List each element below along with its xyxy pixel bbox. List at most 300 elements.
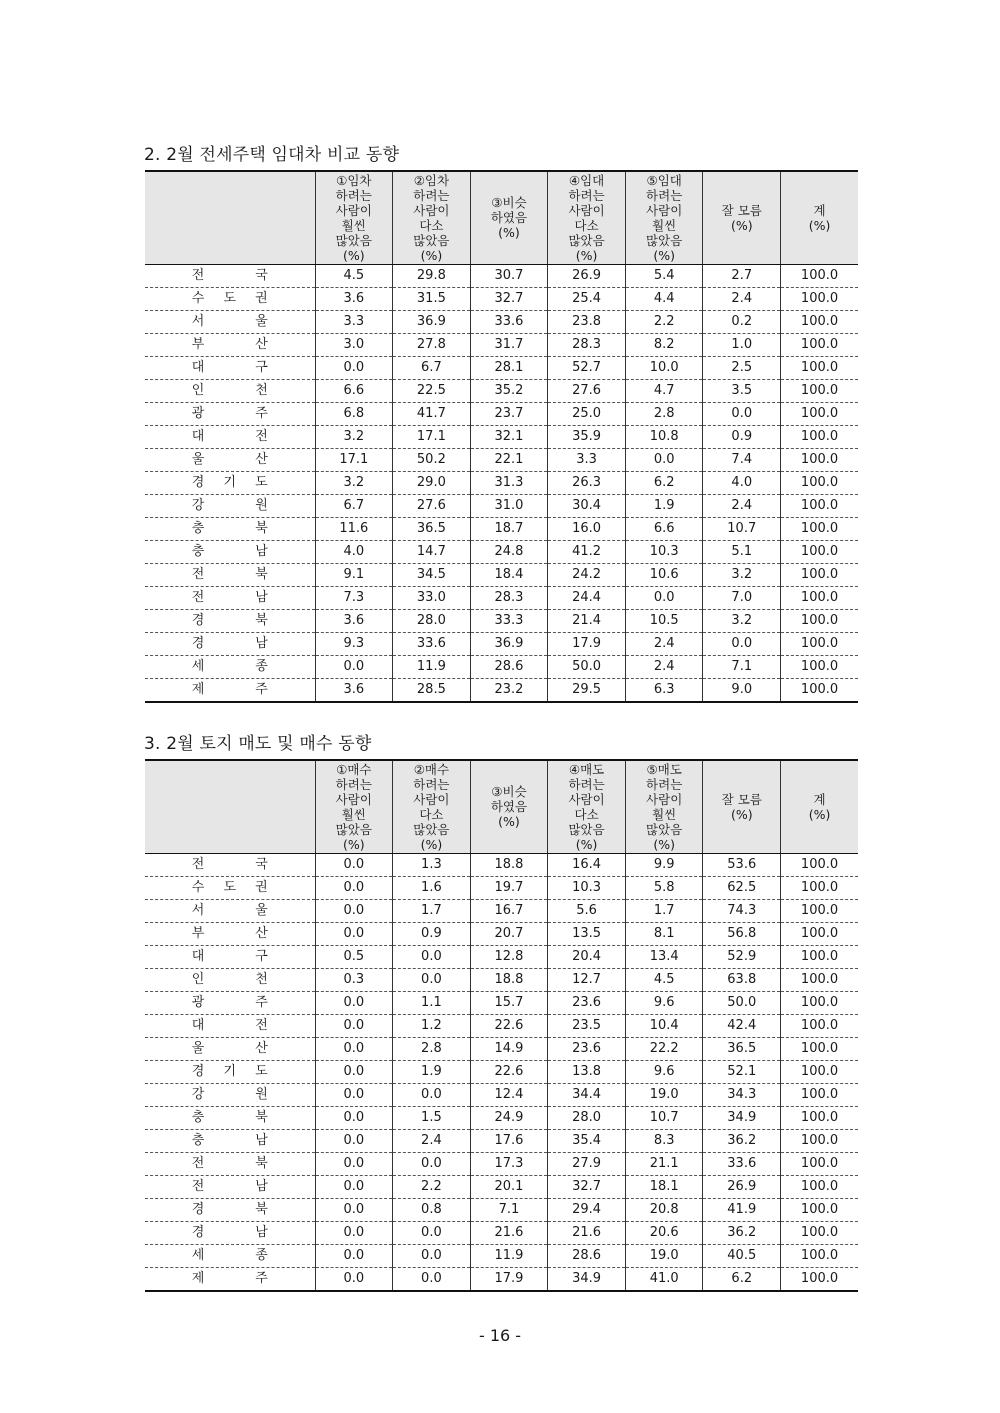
table-row [145,356,858,379]
value-cell: 8.1 [625,922,703,945]
value-cell: 2.5 [703,356,781,379]
value-cell: 0.0 [625,586,703,609]
value-cell: 100.0 [781,333,858,356]
value-cell: 34.9 [548,1267,626,1291]
region-cell [145,1083,315,1106]
column-header-line: ③비슷 [491,195,527,211]
column-header [470,171,548,264]
region-name: 인 천 [191,382,268,398]
value-cell: 100.0 [781,471,858,494]
column-header-line: 하려는 [413,776,450,792]
value-cell: 9.6 [625,991,703,1014]
value-cell: 2.8 [393,1037,471,1060]
table-row [145,1037,858,1060]
value-cell: 14.9 [470,1037,548,1060]
column-header-line: (%) [653,247,675,263]
value-cell: 18.7 [470,517,548,540]
lease-comparison-table [145,170,858,703]
table-row [145,402,858,425]
column-header-line: (%) [808,806,831,822]
column-header-line: 하려는 [335,187,372,203]
region-name: 강 원 [191,1086,268,1102]
value-cell: 100.0 [781,1221,858,1244]
value-cell: 1.7 [625,899,703,922]
value-cell: 5.1 [703,540,781,563]
value-cell: 100.0 [781,1198,858,1221]
value-cell: 23.6 [548,991,626,1014]
value-cell: 100.0 [781,563,858,586]
region-cell [145,540,315,563]
value-cell: 2.4 [625,632,703,655]
table-row [145,853,858,876]
region-name: 전 남 [191,1178,268,1194]
value-cell: 6.7 [393,356,471,379]
region-cell [145,632,315,655]
value-cell: 23.2 [470,678,548,702]
value-cell: 74.3 [703,899,781,922]
value-cell: 34.3 [703,1083,781,1106]
value-cell: 1.7 [393,899,471,922]
value-cell: 28.3 [470,586,548,609]
value-cell: 36.9 [393,310,471,333]
region-name: 제 주 [191,1270,268,1286]
value-cell: 34.4 [548,1083,626,1106]
value-cell: 10.6 [625,563,703,586]
value-cell: 100.0 [781,1267,858,1291]
value-cell: 100.0 [781,586,858,609]
column-header-line: 사람이 [335,202,372,218]
region-name: 충 남 [191,1132,268,1148]
column-header-line: (%) [342,247,365,263]
column-header [315,760,393,853]
value-cell: 0.0 [315,356,393,379]
value-cell: 7.4 [703,448,781,471]
column-header [470,760,548,853]
value-cell: 35.2 [470,379,548,402]
column-header [781,760,858,853]
table-row [145,540,858,563]
value-cell: 0.0 [315,1014,393,1037]
table-row [145,1198,858,1221]
value-cell: 100.0 [781,264,858,287]
value-cell: 19.0 [625,1083,703,1106]
column-header-line: (%) [653,836,675,852]
value-cell: 28.3 [548,333,626,356]
value-cell: 29.5 [548,678,626,702]
land-trade-table [145,759,858,1292]
value-cell: 42.4 [703,1014,781,1037]
table-row [145,379,858,402]
region-cell [145,991,315,1014]
table-row [145,678,858,702]
column-header-line: 계 [813,202,826,218]
value-cell: 53.6 [703,853,781,876]
column-header-line: 많았음 [568,821,605,837]
value-cell: 7.0 [703,586,781,609]
region-cell [145,1014,315,1037]
value-cell: 100.0 [781,991,858,1014]
value-cell: 1.3 [393,853,471,876]
region-cell [145,471,315,494]
column-header-line: 훨씬 [652,806,677,822]
value-cell: 11.9 [470,1244,548,1267]
column-header-line: 하려는 [335,776,372,792]
value-cell: 21.6 [470,1221,548,1244]
value-cell: 24.4 [548,586,626,609]
value-cell: 18.1 [625,1175,703,1198]
value-cell: 10.7 [625,1106,703,1129]
value-cell: 100.0 [781,1152,858,1175]
value-cell: 10.0 [625,356,703,379]
value-cell: 41.2 [548,540,626,563]
column-header-line: 다소 [574,217,599,233]
value-cell: 3.5 [703,379,781,402]
column-header-line: (%) [575,247,598,263]
value-cell: 10.3 [625,540,703,563]
value-cell: 13.5 [548,922,626,945]
value-cell: 5.4 [625,264,703,287]
value-cell: 34.9 [703,1106,781,1129]
value-cell: 100.0 [781,945,858,968]
column-header-line: 하였음 [490,799,528,815]
region-name: 제 주 [191,681,268,697]
value-cell: 20.1 [470,1175,548,1198]
region-cell [145,922,315,945]
value-cell: 17.9 [548,632,626,655]
value-cell: 15.7 [470,991,548,1014]
column-header-line: ⑤임대 [646,172,682,188]
column-header-line: 사람이 [646,791,683,807]
value-cell: 24.8 [470,540,548,563]
table-row [145,586,858,609]
value-cell: 17.3 [470,1152,548,1175]
value-cell: 100.0 [781,379,858,402]
region-name: 충 북 [191,1109,268,1125]
region-name: 세 종 [191,1247,268,1263]
column-header-line: 많았음 [413,821,450,837]
region-cell [145,379,315,402]
table-row [145,517,858,540]
region-cell [145,494,315,517]
value-cell: 34.5 [393,563,471,586]
value-cell: 0.0 [393,968,471,991]
value-cell: 100.0 [781,1175,858,1198]
value-cell: 1.6 [393,876,471,899]
value-cell: 8.3 [625,1129,703,1152]
value-cell: 0.0 [703,402,781,425]
column-header-line: ④매도 [568,761,605,777]
value-cell: 100.0 [781,1129,858,1152]
value-cell: 2.8 [625,402,703,425]
table-row [145,1175,858,1198]
region-name: 서 울 [191,902,268,918]
value-cell: 20.8 [625,1198,703,1221]
column-header-line: 사람이 [568,791,605,807]
column-header-line: 잘 모름 [721,202,762,218]
table-row [145,1083,858,1106]
table-row [145,632,858,655]
header-corner-cell [145,171,315,264]
value-cell: 2.4 [703,287,781,310]
region-cell [145,1221,315,1244]
column-header-line: (%) [498,225,520,241]
region-name: 서 울 [191,313,268,329]
table-row [145,1244,858,1267]
value-cell: 33.6 [470,310,548,333]
value-cell: 1.2 [393,1014,471,1037]
table-row [145,1014,858,1037]
value-cell: 0.8 [393,1198,471,1221]
column-header-line: ⑤매도 [646,761,682,777]
value-cell: 52.7 [548,356,626,379]
value-cell: 6.3 [625,678,703,702]
region-cell [145,1198,315,1221]
table-row [145,1106,858,1129]
column-header-line: 많았음 [335,821,372,837]
value-cell: 33.6 [703,1152,781,1175]
column-header-line: (%) [420,836,443,852]
value-cell: 0.3 [315,968,393,991]
table-row [145,655,858,678]
value-cell: 0.0 [315,1060,393,1083]
region-cell [145,356,315,379]
region-cell [145,1106,315,1129]
column-header [548,171,626,264]
value-cell: 100.0 [781,310,858,333]
value-cell: 41.0 [625,1267,703,1291]
region-cell [145,586,315,609]
value-cell: 11.6 [315,517,393,540]
value-cell: 0.0 [315,1129,393,1152]
value-cell: 1.9 [625,494,703,517]
table-row [145,899,858,922]
value-cell: 100.0 [781,494,858,517]
value-cell: 24.2 [548,563,626,586]
column-header-line: 많았음 [568,232,605,248]
value-cell: 6.6 [625,517,703,540]
column-header [781,171,858,264]
table-row [145,310,858,333]
value-cell: 31.3 [470,471,548,494]
region-name: 울 산 [191,451,268,467]
table-row [145,287,858,310]
value-cell: 62.5 [703,876,781,899]
value-cell: 16.7 [470,899,548,922]
region-name: 대 전 [191,1017,268,1033]
value-cell: 0.0 [315,1175,393,1198]
column-header-line: 사람이 [413,791,450,807]
value-cell: 19.0 [625,1244,703,1267]
value-cell: 32.1 [470,425,548,448]
value-cell: 25.0 [548,402,626,425]
column-header-line: 하려는 [646,187,683,203]
region-cell [145,1129,315,1152]
region-cell [145,425,315,448]
table-row [145,448,858,471]
value-cell: 0.2 [703,310,781,333]
value-cell: 100.0 [781,356,858,379]
value-cell: 0.0 [393,1152,471,1175]
region-name: 경 북 [191,612,268,628]
region-name: 부 산 [191,925,268,941]
table-row [145,494,858,517]
region-name: 경 남 [191,1224,268,1240]
region-cell [145,563,315,586]
value-cell: 1.9 [393,1060,471,1083]
value-cell: 6.8 [315,402,393,425]
column-header-line: (%) [575,836,598,852]
value-cell: 2.2 [393,1175,471,1198]
value-cell: 22.6 [470,1014,548,1037]
value-cell: 40.5 [703,1244,781,1267]
column-header-line: 하였음 [490,210,528,226]
region-cell [145,333,315,356]
region-name: 전 국 [191,267,268,283]
region-cell [145,678,315,702]
value-cell: 36.5 [703,1037,781,1060]
value-cell: 0.0 [315,1083,393,1106]
region-name: 충 북 [191,520,268,536]
table-row [145,471,858,494]
value-cell: 23.6 [548,1037,626,1060]
value-cell: 63.8 [703,968,781,991]
column-header [393,171,471,264]
region-name: 울 산 [191,1040,268,1056]
value-cell: 5.8 [625,876,703,899]
table-row [145,563,858,586]
value-cell: 100.0 [781,876,858,899]
region-name: 인 천 [191,971,268,987]
table-row [145,1267,858,1291]
value-cell: 22.6 [470,1060,548,1083]
value-cell: 31.7 [470,333,548,356]
column-header-line: ①임차 [336,172,372,188]
region-name: 부 산 [191,336,268,352]
region-cell [145,1152,315,1175]
value-cell: 41.7 [393,402,471,425]
value-cell: 23.5 [548,1014,626,1037]
value-cell: 18.8 [470,853,548,876]
value-cell: 0.0 [315,1037,393,1060]
column-header-line: 하려는 [568,776,605,792]
value-cell: 50.0 [703,991,781,1014]
region-cell [145,1037,315,1060]
value-cell: 56.8 [703,922,781,945]
value-cell: 6.6 [315,379,393,402]
value-cell: 28.6 [470,655,548,678]
value-cell: 17.1 [393,425,471,448]
value-cell: 0.5 [315,945,393,968]
value-cell: 20.7 [470,922,548,945]
region-cell [145,402,315,425]
value-cell: 30.4 [548,494,626,517]
value-cell: 0.0 [315,1244,393,1267]
column-header-line: 사람이 [568,202,605,218]
value-cell: 26.3 [548,471,626,494]
value-cell: 0.0 [393,945,471,968]
region-name: 강 원 [191,497,268,513]
value-cell: 4.5 [625,968,703,991]
column-header-line: 하려는 [568,187,605,203]
region-cell [145,310,315,333]
value-cell: 2.4 [625,655,703,678]
region-cell [145,1244,315,1267]
value-cell: 28.6 [548,1244,626,1267]
value-cell: 6.2 [703,1267,781,1291]
value-cell: 0.0 [315,1267,393,1291]
value-cell: 1.0 [703,333,781,356]
value-cell: 29.4 [548,1198,626,1221]
value-cell: 17.1 [315,448,393,471]
value-cell: 50.0 [548,655,626,678]
table-row [145,876,858,899]
region-cell [145,517,315,540]
column-header-line: 다소 [419,217,444,233]
table-header-row [145,171,858,264]
table-row [145,1152,858,1175]
value-cell: 32.7 [470,287,548,310]
column-header-line: 훨씬 [652,217,677,233]
region-cell [145,945,315,968]
table-row [145,922,858,945]
value-cell: 0.0 [625,448,703,471]
value-cell: 28.5 [393,678,471,702]
value-cell: 3.6 [315,678,393,702]
region-cell [145,1267,315,1291]
value-cell: 50.2 [393,448,471,471]
region-name: 전 북 [191,1155,268,1171]
value-cell: 0.0 [393,1083,471,1106]
value-cell: 7.3 [315,586,393,609]
table-header-row [145,760,858,853]
value-cell: 33.3 [470,609,548,632]
value-cell: 36.9 [470,632,548,655]
value-cell: 2.4 [703,494,781,517]
value-cell: 100.0 [781,853,858,876]
value-cell: 0.0 [703,632,781,655]
region-name: 광 주 [191,994,268,1010]
value-cell: 0.9 [703,425,781,448]
value-cell: 0.0 [315,991,393,1014]
value-cell: 0.0 [315,1198,393,1221]
table-row [145,609,858,632]
table-row [145,945,858,968]
column-header-line: 사람이 [646,202,683,218]
table-row [145,1129,858,1152]
region-name: 경 기 도 [191,474,268,490]
value-cell: 13.4 [625,945,703,968]
column-header-line: ①매수 [336,761,372,777]
value-cell: 12.8 [470,945,548,968]
value-cell: 52.9 [703,945,781,968]
value-cell: 100.0 [781,425,858,448]
table-row [145,264,858,287]
value-cell: 23.7 [470,402,548,425]
value-cell: 100.0 [781,540,858,563]
value-cell: 0.0 [315,655,393,678]
column-header [315,171,393,264]
value-cell: 2.4 [393,1129,471,1152]
column-header-line: (%) [342,836,365,852]
value-cell: 36.2 [703,1221,781,1244]
value-cell: 21.1 [625,1152,703,1175]
value-cell: 100.0 [781,1106,858,1129]
value-cell: 4.0 [315,540,393,563]
value-cell: 3.6 [315,609,393,632]
value-cell: 27.8 [393,333,471,356]
region-cell [145,448,315,471]
value-cell: 16.4 [548,853,626,876]
